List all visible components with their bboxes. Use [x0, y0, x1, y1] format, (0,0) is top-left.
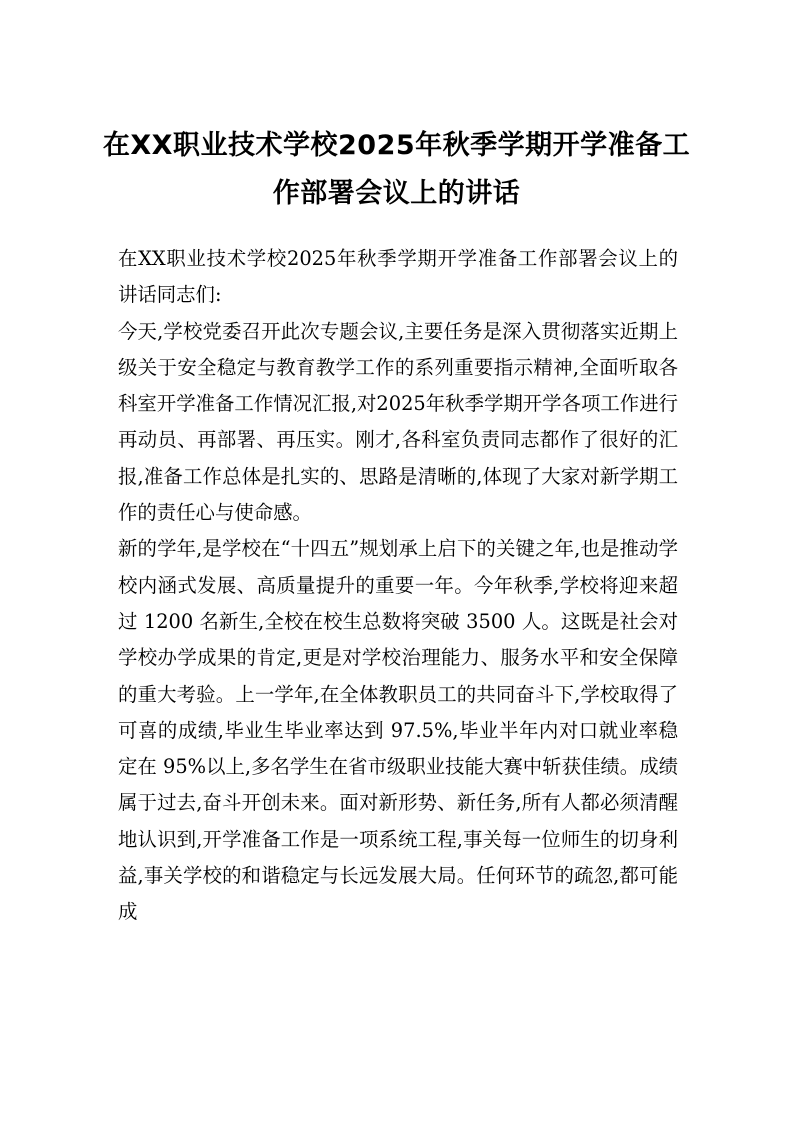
document-title: 在XX职业技术学校2025年秋季学期开学准备工作部署会议上的讲话	[102, 130, 691, 209]
salutation-paragraph: 在XX职业技术学校2025年秋季学期开学准备工作部署会议上的讲话同志们:	[118, 247, 678, 307]
body-paragraph: 今天,学校党委召开此次专题会议,主要任务是深入贯彻落实近期上级关于安全稳定与教育教学工作的系列重要指示精神,全面听取各科室开学准备工作情况汇报,对2025年秋季学期开学各项工作进行再动员、再部署、再压实。刚才,各科室负责同志都作了很好的汇报,准备工作总体是扎实的、思路是清晰的,体现了大家对新学期工作的责任心与使命感。	[118, 319, 678, 525]
document-body	[118, 241, 678, 931]
body-paragraph: 新的学年,是学校在“十四五”规划承上启下的关键之年,也是推动学校内涵式发展、高质量提升的重要一年。今年秋季,学校将迎来超过 1200 名新生,全校在校生总数将突破 3500 人。这既是社会对学校办学成果的肯定,更是对学校治理能力、服务水平和安全保障的重大考验。上一学年,在全体教职员工的共同奋斗下,学校取得了可喜的成绩,毕业生毕业率达到 97.5%,毕业半年内对口就业率稳定在 95%以上,多名学生在省市级职业技能大赛中斩获佳绩。成绩属于过去,奋斗开创未来。面对新形势、新任务,所有人都必须清醒地认识到,开学准备工作是一项系统工程,事关每一位师生的切身利益,事关学校的和谐稳定与长远发展大局。任何环节的疏忽,都可能成	[118, 537, 678, 924]
